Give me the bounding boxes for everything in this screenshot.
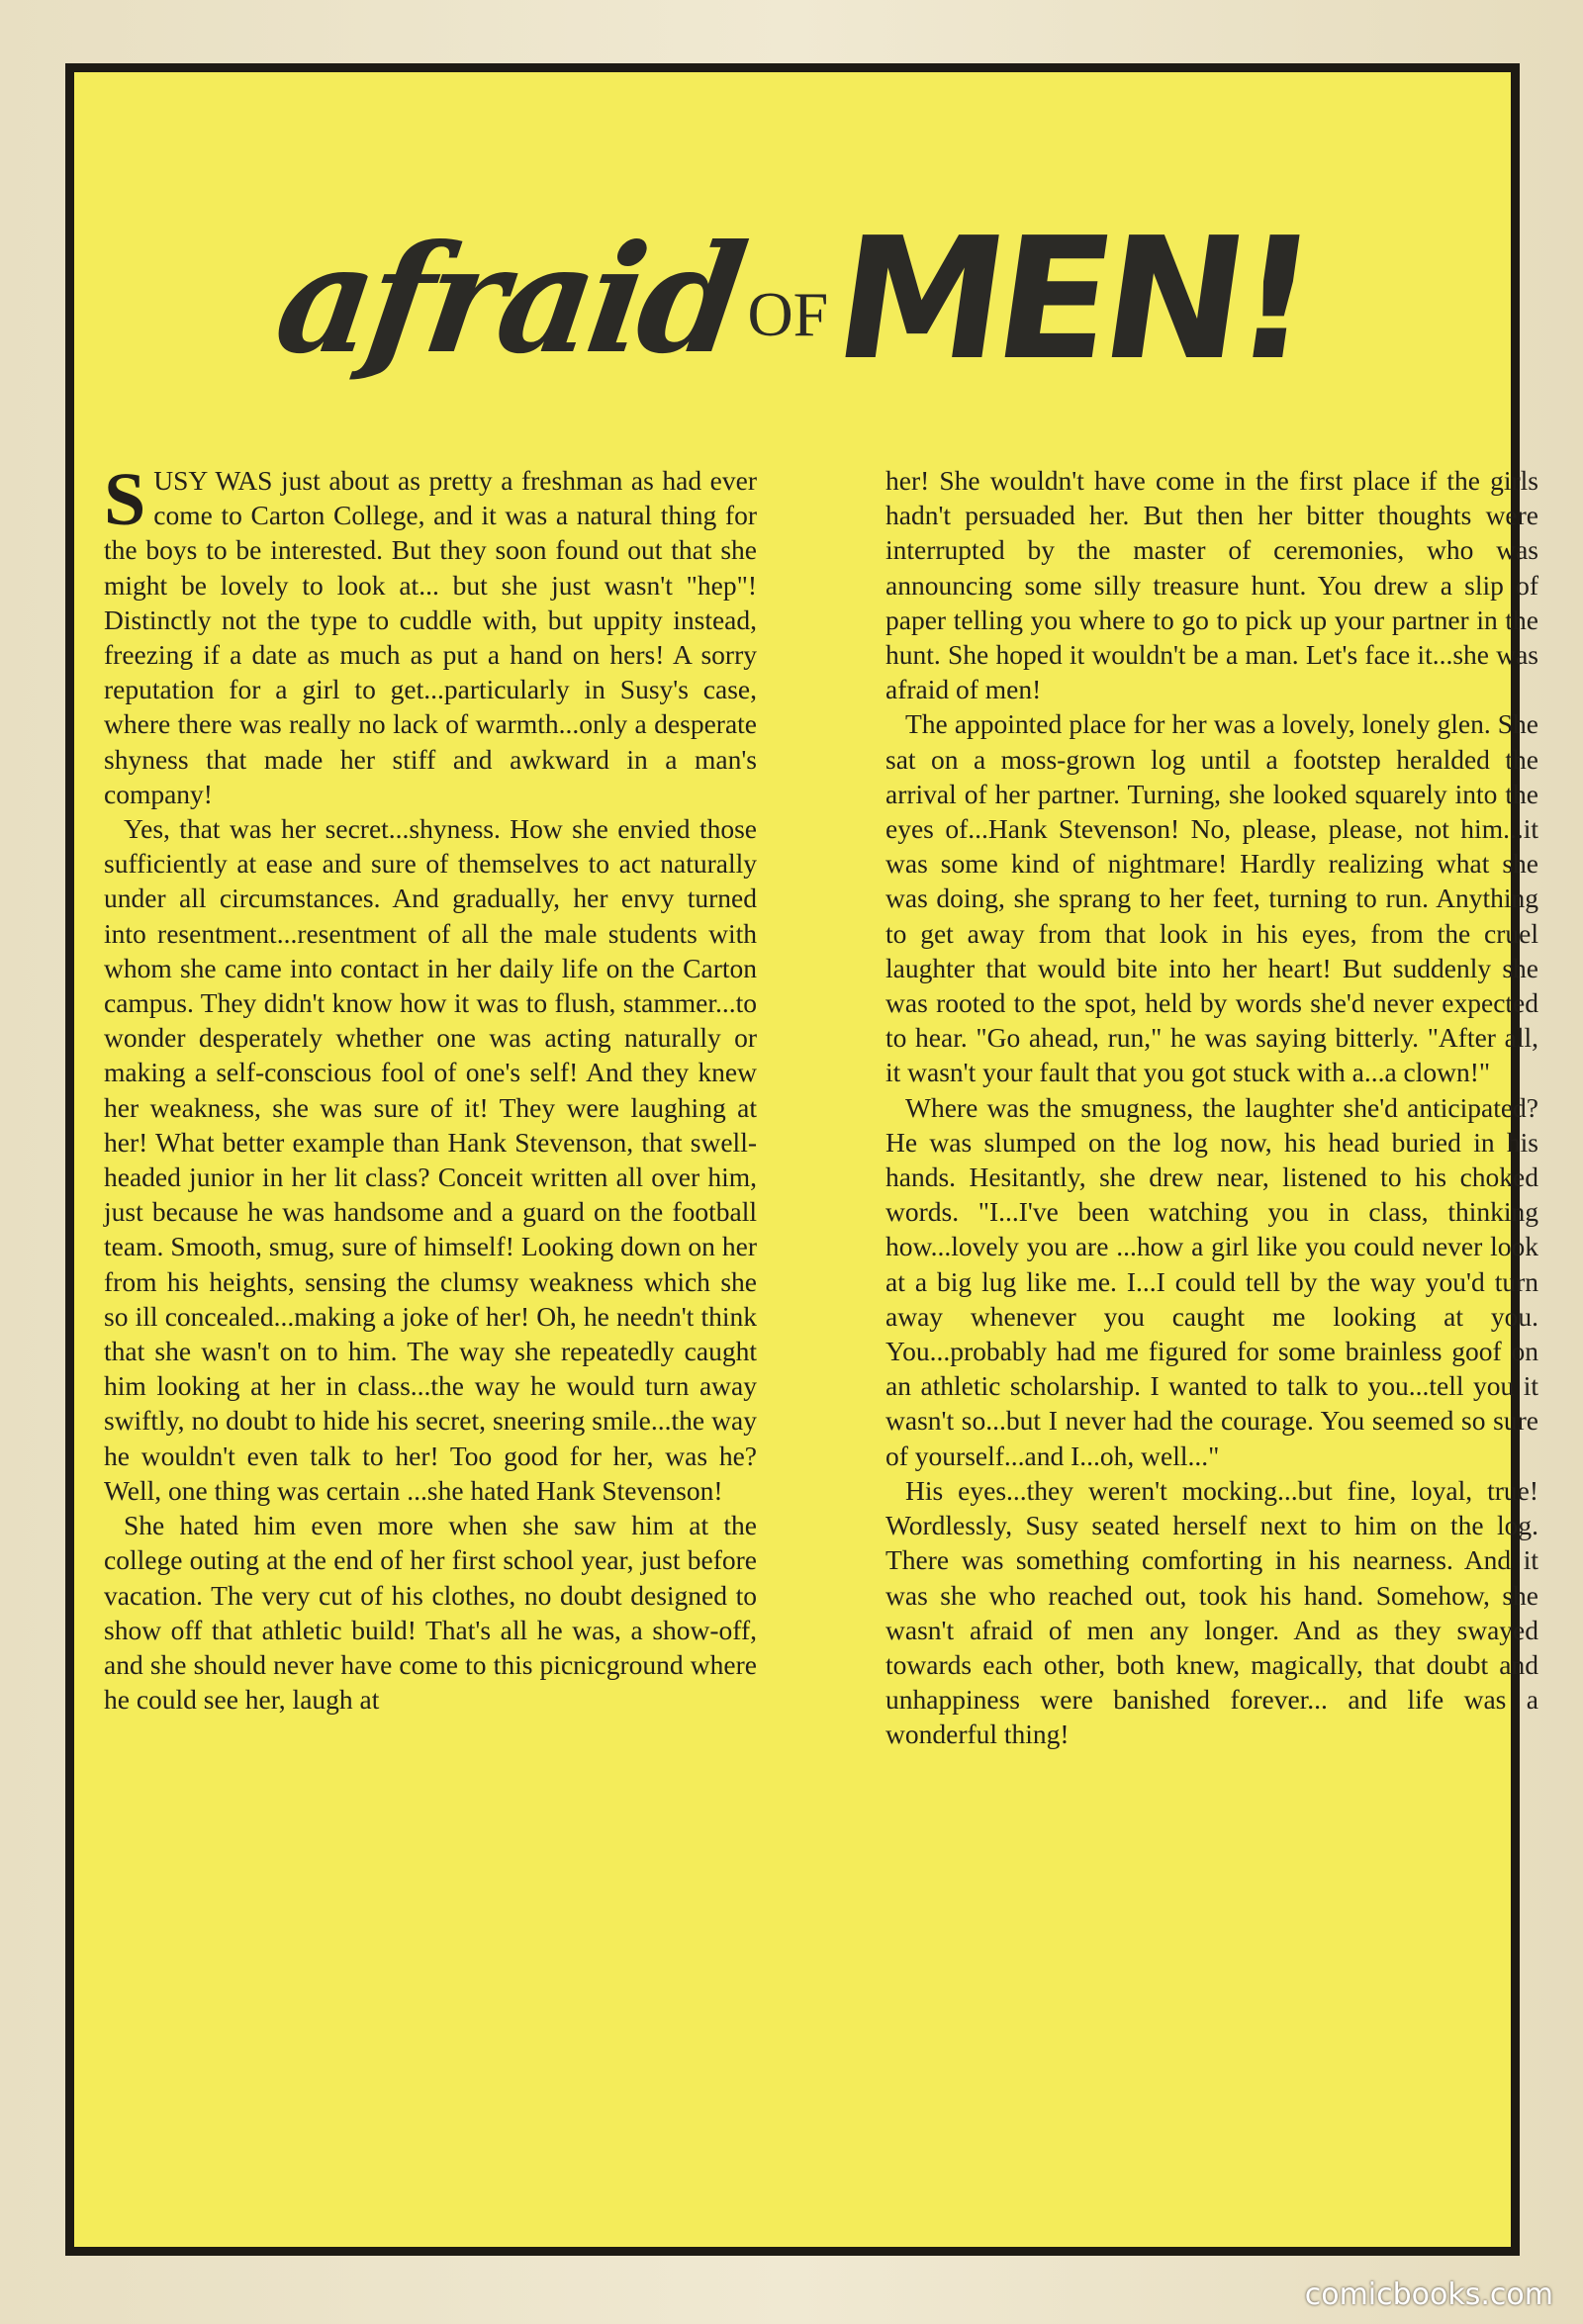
story-title	[74, 181, 1511, 418]
title-of: OF	[747, 279, 829, 349]
title-afraid: afraid	[266, 213, 750, 387]
paragraph-1	[104, 458, 757, 811]
site-watermark: comicbooks.com	[1304, 2278, 1553, 2312]
paragraph-5: The appointed place for her was a lovely, lonely glen. She sat on a moss-grown log until a footstep heralded the arrival of her partner. Turning, she looked squarely into the eyes of...Hank Stevenson! No, please, please, not him...it was some kind of nightmare! Hardly realizing what she was doing, she sprang to her feet, turning to run. Anything to get away from that look in his eyes, from the cruel laughter that would bite into her heart! But suddenly she was rooted to the spot, held by words she'd never expected to hear. "Go ahead, run," he was saying bitterly. "After all, it wasn't your fault that you got stuck with a...a clown!"	[885, 708, 1538, 1088]
drop-cap: S	[104, 458, 146, 541]
right-column	[885, 463, 1538, 1752]
title-men: MEN!	[824, 202, 1321, 398]
paragraph-6: Where was the smugness, the laughter she'd anticipated? He was slumped on the log now, his head buried in his hands. Hesitantly, she drew near, listened to his choked words. "I...I've been watching you in class, thinking how...lovely you are ...how a girl like you could never look at a big lug like me. I...I could tell by the way you'd turn away whenever you caught me looking at you. You...probably had me figured for some brainless goof on an athletic scholarship. I wanted to talk to you...tell you it wasn't so...but I never had the courage. You seemed so sure of yourself...and I...oh, well..."	[885, 1091, 1538, 1471]
story-panel	[65, 63, 1538, 2256]
left-column	[104, 458, 757, 1717]
paragraph-2: Yes, that was her secret...shyness. How she envied those sufficiently at ease and sure of themselves to act naturally under all circumstances. And gradually, her envy turned into resentment...resentment of all the male students with whom she came into contact in her daily life on the Carton campus. They didn't know how it was to flush, stammer...to wonder desperately whether one was acting naturally or making a self-conscious fool of one's self! And they knew her weakness, she was sure of it! They were laughing at her! What better example than Hank Stevenson, that swell-headed junior in her lit class? Conceit written all over him, just because he was handsome and a guard on the football team. Smooth, smug, sure of himself! Looking down on her from his heights, sensing the clumsy weakness which she so ill concealed...making a joke of her! Oh, he needn't think that she wasn't on to him. The way she repeatedly caught him looking at her in class...the way he would turn away swiftly, no doubt to hide his secret, sneering smile...the way he wouldn't even talk to her! Too good for her, was he? Well, one thing was certain ...she hated Hank Stevenson!	[104, 813, 757, 1506]
paragraph-3: She hated him even more when she saw him at the college outing at the end of her first school year, just before vacation. The very cut of his clothes, no doubt designed to show off that athletic build! That's all he was, a show-off, and she should never have come to this picnicground where he could see her, laugh at	[104, 1510, 757, 1716]
paragraph-4: her! She wouldn't have come in the first place if the girls hadn't persuaded her. But then her bitter thoughts were interrupted by the master of ceremonies, who was announcing some silly treasure hunt. You drew a slip of paper telling you where to go to pick up your partner in the hunt. She hoped it wouldn't be a man. Let's face it...she was afraid of men!	[885, 465, 1538, 705]
paragraph-7: His eyes...they weren't mocking...but fine, loyal, true! Wordlessly, Susy seated herself next to him on the log. There was something comforting in his nearness. And it was she who reached out, took his hand. Somehow, she wasn't afraid of men any longer. And as they swayed towards each other, both knew, magically, that doubt and unhappiness were banished forever... and life was a wonderful thing!	[885, 1474, 1538, 1750]
paragraph-1-text: USY WAS just about as pretty a freshman as had ever come to Carton College, and it was a natural thing for the boys to be interested. But they soon found out that she might be lovely to look at... but she just wasn't "hep"! Distinctly not the type to cuddle with, but uppity instead, freezing if a date as much as put a hand on hers! A sorry reputation for a girl to get...particularly in Susy's case, where there was really no lack of warmth...only a desperate shyness that made her stiff and awkward in a man's company!	[104, 465, 757, 809]
